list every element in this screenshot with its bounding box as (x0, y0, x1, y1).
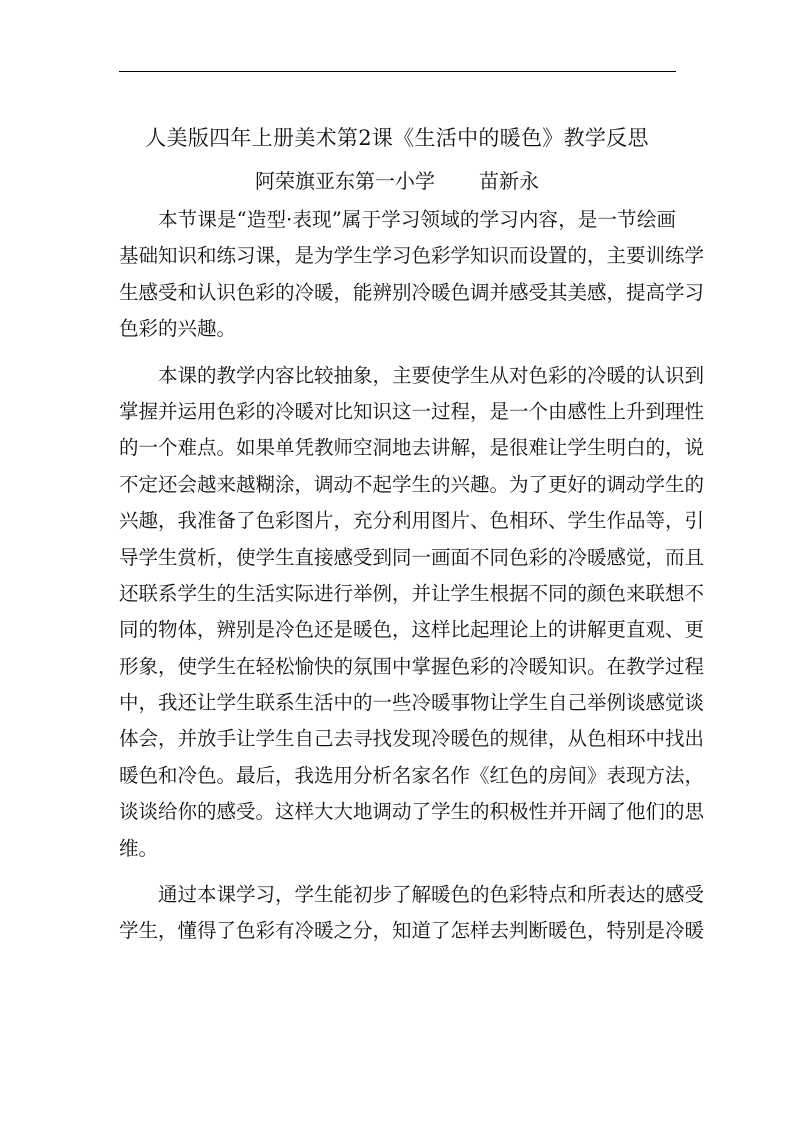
text-line: 体会，并放手让学生自己去寻找发现冷暖色的规律，从色相环中找出 (119, 727, 705, 751)
text-line: 暖色和冷色。最后，我选用分析名家名作《红色的房间》表现方法， (119, 763, 705, 787)
text-line: 掌握并运用色彩的冷暖对比知识这一过程，是一个由感性上升到理性 (119, 399, 705, 423)
text-line: 中，我还让学生联系生活中的一些冷暖事物让学生自己举例谈感觉谈 (119, 691, 705, 715)
text-line: 本课的教学内容比较抽象，主要使学生从对色彩的冷暖的认识到 (158, 363, 705, 387)
author-name: 苗新永 (479, 169, 539, 193)
text-line: 生感受和认识色彩的冷暖，能辨别冷暖色调并感受其美感，提高学习 (119, 280, 705, 304)
paragraph-2 (119, 358, 705, 867)
document-body (119, 202, 705, 950)
byline (0, 167, 794, 195)
text-line: 的一个难点。如果单凭教师空洞地去讲解，是很难让学生明白的，说 (119, 436, 705, 460)
text-line: 色彩的兴趣。 (119, 317, 237, 341)
paragraph-1 (119, 202, 705, 348)
text-line: 本节课是“造型·表现”属于学习领域的学习内容，是一节绘画 (158, 208, 676, 231)
text-line: 学生，懂得了色彩有冷暖之分，知道了怎样去判断暖色，特别是冷暖 (119, 919, 705, 943)
text-line: 兴趣，我准备了色彩图片，充分利用图片、色相环、学生作品等，引 (119, 509, 705, 533)
document-title: 人美版四年上册美术第2课《生活中的暖色》教学反思 (145, 126, 649, 150)
text-line: 导学生赏析，使学生直接感受到同一画面不同色彩的冷暖感觉，而且 (119, 545, 705, 569)
text-line: 同的物体，辨别是冷色还是暖色，这样比起理论上的讲解更直观、更 (119, 618, 705, 642)
school-name: 阿荣旗亚东第一小学 (255, 169, 435, 193)
text-line: 形象，使学生在轻松愉快的氛围中掌握色彩的冷暖知识。在教学过程 (119, 654, 705, 678)
text-line: 通过本课学习，学生能初步了解暖色的色彩特点和所表达的感受 (158, 883, 705, 907)
text-line: 谈谈给你的感受。这样大大地调动了学生的积极性并开阔了他们的思 (119, 800, 705, 824)
text-line: 基础知识和练习课，是为学生学习色彩学知识而设置的，主要训练学 (119, 244, 705, 268)
text-line: 不定还会越来越糊涂，调动不起学生的兴趣。为了更好的调动学生的 (119, 472, 705, 496)
header-rule (119, 71, 676, 72)
text-line: 维。 (119, 836, 159, 860)
paragraph-3 (119, 877, 705, 950)
text-line: 还联系学生的生活实际进行举例，并让学生根据不同的颜色来联想不 (119, 581, 705, 605)
